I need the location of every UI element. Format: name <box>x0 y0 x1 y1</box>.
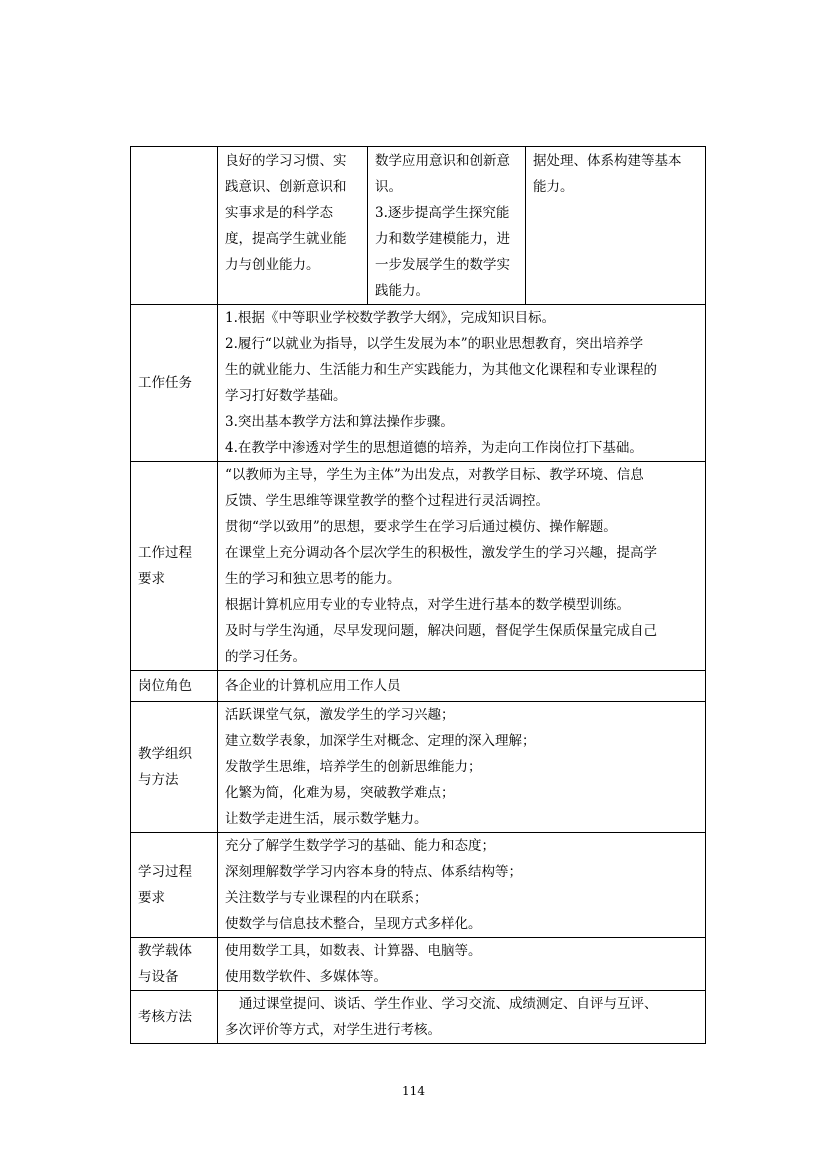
content-line: 在课堂上充分调动各个层次学生的积极性，激发学生的学习兴趣，提高学 <box>225 545 657 561</box>
row-label: 与设备 <box>138 969 179 985</box>
content-line: 贯彻“学以致用”的思想，要求学生在学习后通过模仿、操作解题。 <box>225 519 617 535</box>
work-task-row <box>131 305 706 462</box>
content-line: 关注数学与专业课程的内在联系； <box>225 890 428 906</box>
content-line: “以教师为主导，学生为主体”为出发点，对教学目标、教学环境、信息 <box>225 467 644 483</box>
row-label: 要求 <box>138 890 165 906</box>
content-line: 反馈、学生思维等课堂教学的整个过程进行灵活调控。 <box>225 493 549 509</box>
row-label-cell <box>131 702 218 833</box>
content-line: 多次评价等方式，对学生进行考核。 <box>225 1022 441 1038</box>
objectives-col1-line: 实事求是的科学态 <box>225 205 333 221</box>
row-label-cell <box>131 671 218 702</box>
objectives-col1-line: 力与创业能力。 <box>225 257 320 273</box>
content-line: 生的就业能力、生活能力和生产实践能力，为其他文化课程和专业课程的 <box>225 362 657 378</box>
content-line: 及时与学生沟通，尽早发现问题，解决问题，督促学生保质保量完成自己 <box>225 623 657 639</box>
row-label: 工作任务 <box>138 375 192 391</box>
row-label: 与方法 <box>138 772 179 788</box>
content-line: 2.履行“以就业为指导，以学生发展为本”的职业思想教育，突出培养学 <box>225 336 644 352</box>
job-role-row <box>131 671 706 702</box>
row-label-cell <box>131 991 218 1044</box>
row-label-cell <box>131 833 218 938</box>
objectives-col2-line: 力和数学建模能力，进 <box>375 231 510 247</box>
objectives-label-cell <box>131 147 218 305</box>
row-label: 岗位角色 <box>138 678 192 694</box>
row-label-cell <box>131 305 218 462</box>
content-line: 发散学生思维，培养学生的创新思维能力； <box>225 759 482 775</box>
objectives-col1-line: 良好的学习习惯、实 <box>225 153 347 169</box>
learning-process-row <box>131 833 706 938</box>
curriculum-table <box>130 146 706 1044</box>
content-line: 4.在教学中渗透对学生的思想道德的培养，为走向工作岗位打下基础。 <box>225 440 643 456</box>
objectives-col3-cell <box>526 147 706 305</box>
content-line: 使用数学工具，如数表、计算器、电脑等。 <box>225 943 482 959</box>
assessment-row <box>131 991 706 1044</box>
teaching-equipment-row <box>131 938 706 991</box>
objectives-col2-cell <box>368 147 526 305</box>
row-label: 要求 <box>138 571 165 587</box>
objectives-col1-line: 度，提高学生就业能 <box>225 231 347 247</box>
work-process-row <box>131 462 706 671</box>
content-line: 各企业的计算机应用工作人员 <box>225 678 401 694</box>
row-label: 教学载体 <box>138 943 192 959</box>
content-line: 3.突出基本教学方法和算法操作步骤。 <box>225 414 454 430</box>
teaching-method-row <box>131 702 706 833</box>
objectives-col1-line: 践意识、创新意识和 <box>225 179 347 195</box>
row-label: 考核方法 <box>138 1009 192 1025</box>
objectives-col1-cell <box>218 147 368 305</box>
row-label: 工作过程 <box>138 545 192 561</box>
row-content-cell <box>218 305 706 462</box>
objectives-col2-line: 践能力。 <box>375 283 429 299</box>
objectives-col2-line: 数学应用意识和创新意 <box>375 153 510 169</box>
row-content-cell <box>218 991 706 1044</box>
content-line: 使数学与信息技术整合，呈现方式多样化。 <box>225 916 482 932</box>
row-label-cell <box>131 938 218 991</box>
content-line: 通过课堂提问、谈话、学生作业、学习交流、成绩测定、自评与互评、 <box>239 996 658 1012</box>
row-content-cell <box>218 671 706 702</box>
content-line: 化繁为简，化难为易，突破教学难点； <box>225 785 455 801</box>
objectives-col2-line: 识。 <box>375 179 402 195</box>
row-content-cell <box>218 938 706 991</box>
row-content-cell <box>218 833 706 938</box>
objectives-col3-line: 能力。 <box>533 179 574 195</box>
row-content-cell <box>218 462 706 671</box>
row-label: 学习过程 <box>138 864 192 880</box>
content-line: 让数学走进生活，展示数学魅力。 <box>225 811 428 827</box>
content-line: 根据计算机应用专业的专业特点，对学生进行基本的数学模型训练。 <box>225 597 630 613</box>
content-line: 学习打好数学基础。 <box>225 388 347 404</box>
row-label: 教学组织 <box>138 746 192 762</box>
objectives-col2-line: 一步发展学生的数学实 <box>375 257 510 273</box>
content-line: 建立数学表象，加深学生对概念、定理的深入理解； <box>225 733 536 749</box>
content-line: 深刻理解数学学习内容本身的特点、体系结构等； <box>225 864 522 880</box>
content-line: 的学习任务。 <box>225 649 306 665</box>
page-number: 114 <box>402 1084 425 1098</box>
content-line: 充分了解学生数学学习的基础、能力和态度； <box>225 838 495 854</box>
objectives-col3-line: 据处理、体系构建等基本 <box>533 153 682 169</box>
row-content-cell <box>218 702 706 833</box>
objectives-col2-line: 3.逐步提高学生探究能 <box>375 205 510 221</box>
content-line: 生的学习和独立思考的能力。 <box>225 571 401 587</box>
row-label-cell <box>131 462 218 671</box>
objectives-row <box>131 147 706 305</box>
content-line: 1.根据《中等职业学校数学教学大纲》，完成知识目标。 <box>225 310 556 326</box>
content-line: 活跃课堂气氛，激发学生的学习兴趣； <box>225 707 455 723</box>
content-line: 使用数学软件、多媒体等。 <box>225 969 387 985</box>
